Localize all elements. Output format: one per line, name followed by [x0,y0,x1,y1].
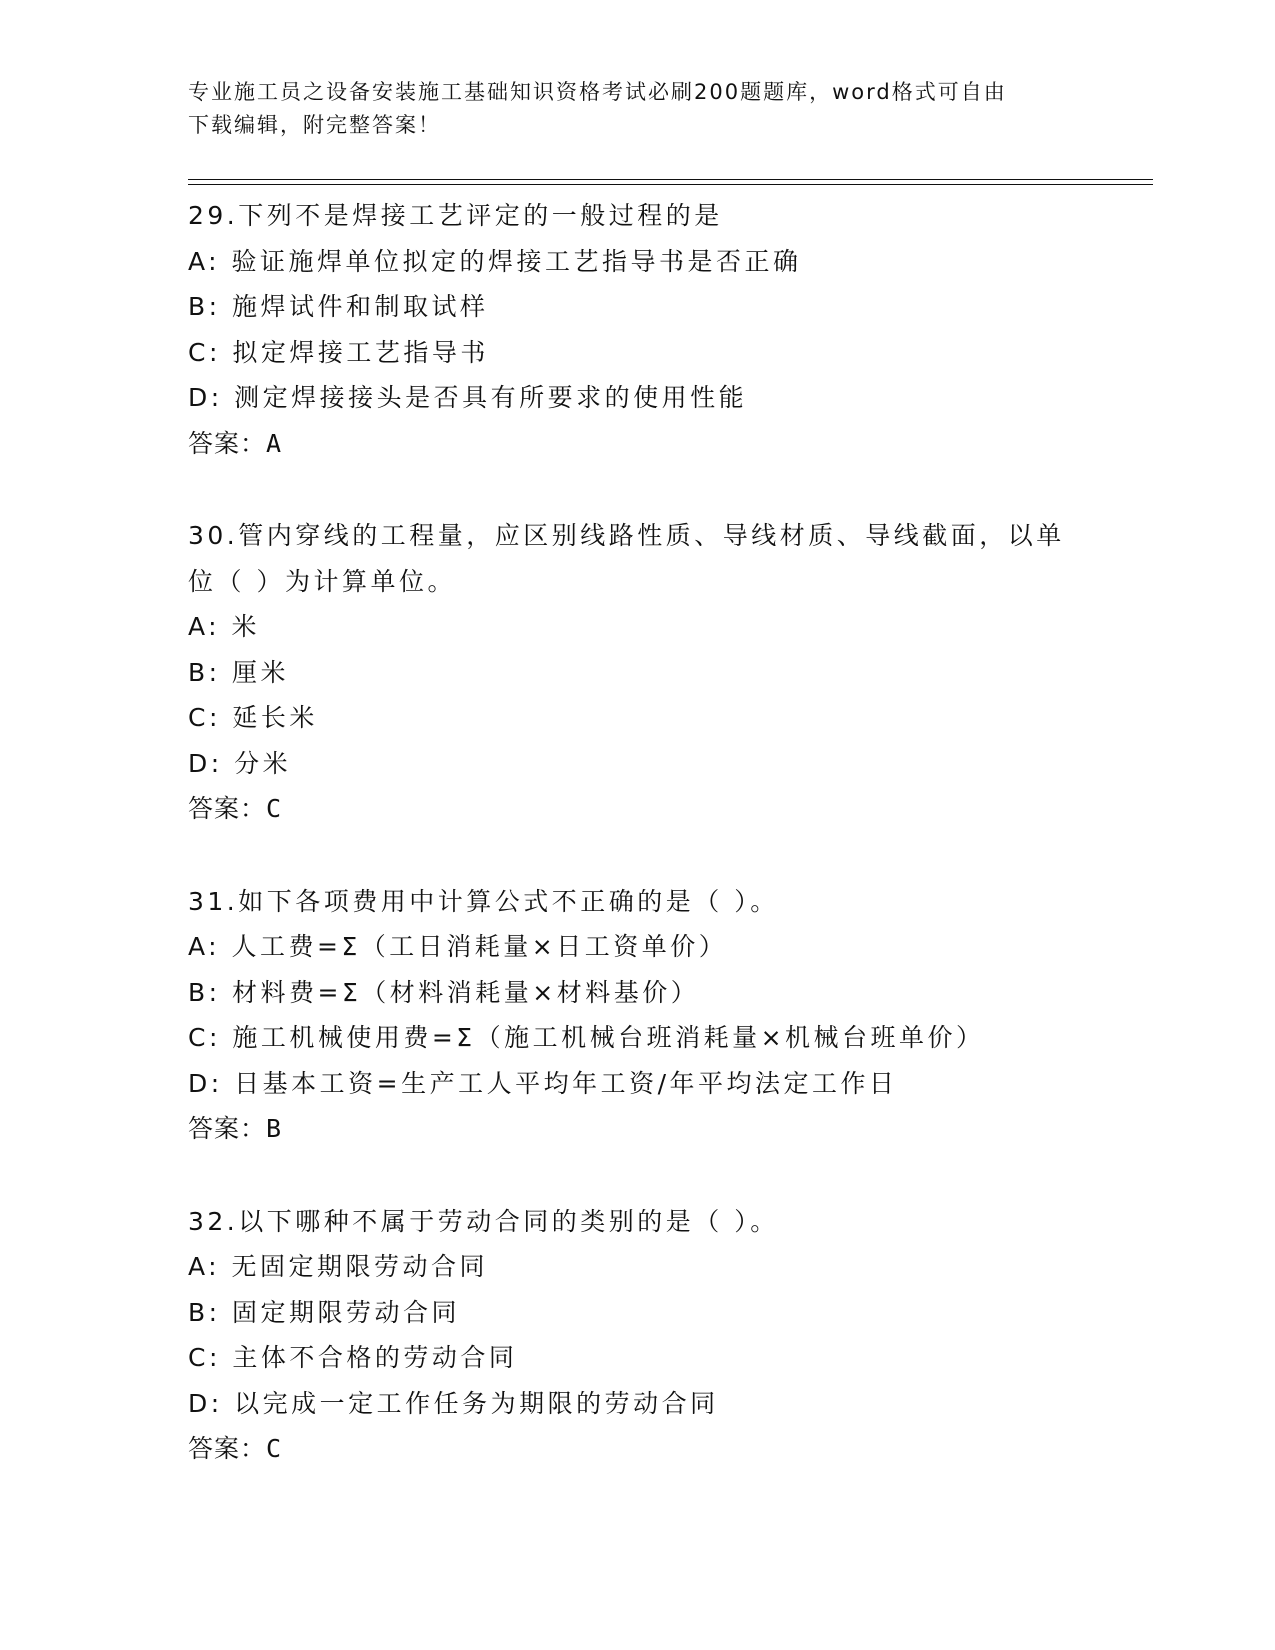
question-30 [188,513,1088,832]
option-a: A: 无固定期限劳动合同 [188,1252,489,1281]
option-b: B: 厘米 [188,657,290,687]
option-c: C: 施工机械使用费=Σ（施工机械台班消耗量×机械台班单价） [188,1023,985,1052]
option-c: C: 拟定焊接工艺指导书 [188,337,489,367]
question-stem: 32.以下哪种不属于劳动合同的类别的是（ ）。 [188,1206,779,1236]
answer-value: A [266,428,283,458]
option-b: B: 材料费=Σ（材料消耗量×材料基价） [188,977,700,1007]
option-d: D: 分米 [188,748,292,778]
question-list [188,193,1088,1472]
answer-line [188,1106,1088,1152]
answer-line [188,421,1088,467]
option-a: A: 验证施焊单位拟定的焊接工艺指导书是否正确 [188,246,802,276]
option-d: D: 测定焊接接头是否具有所要求的使用性能 [188,383,748,412]
answer-label: 答案： [188,794,267,823]
option-b: B: 施焊试件和制取试样 [188,292,489,321]
question-stem-continued: 位（ ）为计算单位。 [188,566,456,596]
header-line-1: 专业施工员之设备安装施工基础知识资格考试必刷200题题库，word格式可自由 [188,80,1007,104]
question-stem: 30.管内穿线的工程量，应区别线路性质、导线材质、导线截面，以单 [188,521,1065,550]
option-d: D: 日基本工资=生产工人平均年工资/年平均法定工作日 [188,1068,898,1098]
option-a: A: 米 [188,612,261,641]
answer-line [188,786,1088,832]
option-c: C: 主体不合格的劳动合同 [188,1343,518,1372]
option-b: B: 固定期限劳动合同 [188,1297,461,1327]
option-d: D: 以完成一定工作任务为期限的劳动合同 [188,1388,719,1418]
question-stem: 29.下列不是焊接工艺评定的一般过程的是 [188,201,723,230]
question-32 [188,1199,1088,1472]
header-divider-top [188,179,1153,180]
answer-label: 答案： [188,428,267,458]
option-c: C: 延长米 [188,703,318,732]
option-a: A: 人工费=Σ（工日消耗量×日工资单价） [188,932,728,961]
header-divider-bottom [188,184,1153,185]
document-header [188,76,1088,142]
question-29 [188,193,1088,466]
answer-line [188,1426,1088,1472]
answer-label: 答案： [188,1434,267,1463]
answer-value: C [266,1434,283,1463]
header-line-2: 下载编辑，附完整答案！ [188,113,441,137]
answer-label: 答案： [188,1114,267,1143]
answer-value: B [266,1114,283,1143]
answer-value: C [266,794,283,823]
question-stem: 31.如下各项费用中计算公式不正确的是（ ）。 [188,886,779,916]
question-31 [188,879,1088,1152]
